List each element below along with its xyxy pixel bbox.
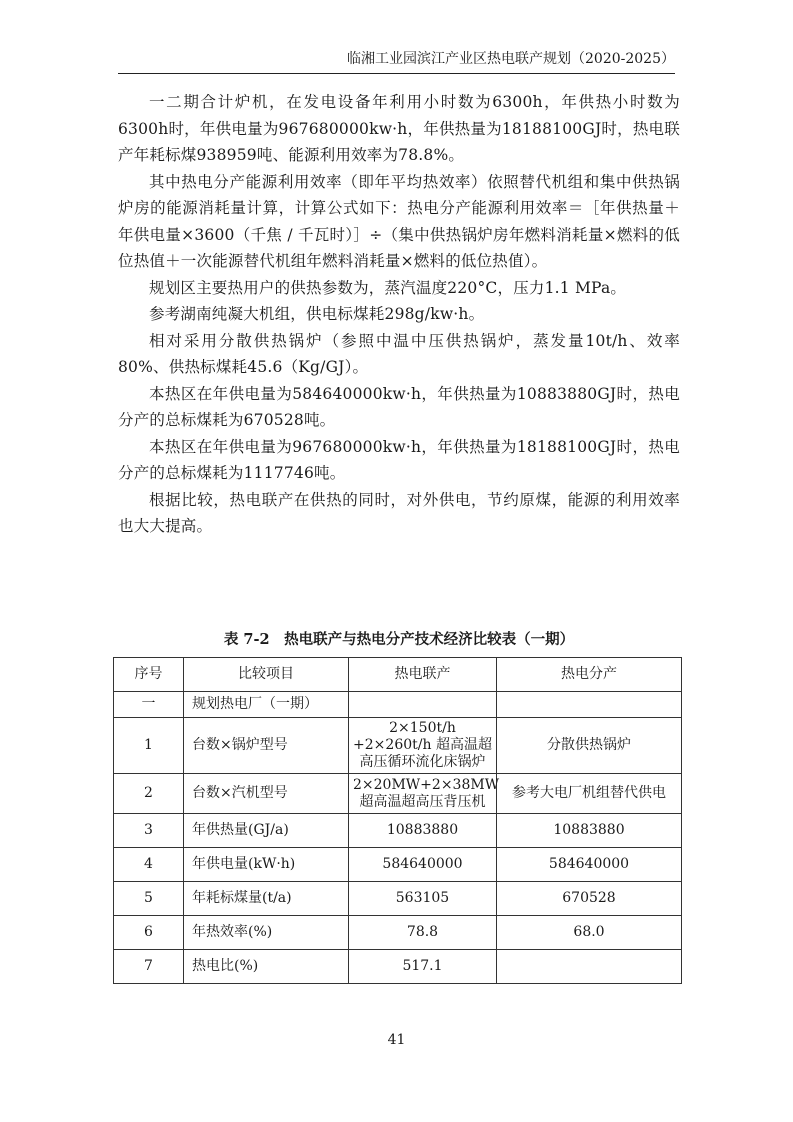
- paragraph: 参考湖南纯凝大机组，供电标煤耗298g/kw·h。: [149, 305, 485, 323]
- paragraph: 其中热电分产能源利用效率（即年平均热效率）依照替代机组和集中供热锅炉房的能源消耗量计算，计算公式如下：热电分产能源利用效率＝［年供热量＋年供电量×3600（千焦 / 千瓦时）］÷（集中供热锅炉房年燃料消耗量×燃料的低位热值＋一次能源替代机组年燃料消耗量×燃料的低位热值）。: [118, 172, 680, 270]
- table-row: [114, 916, 682, 950]
- table-cell: 10883880: [349, 814, 497, 848]
- paragraph: 相对采用分散供热锅炉（参照中温中压供热锅炉，蒸发量10t/h、效率80%、供热标煤耗45.6（Kg/GJ）。: [118, 331, 680, 376]
- page-header: [118, 49, 675, 74]
- table-cell: 1: [114, 718, 184, 774]
- table-cell: 10883880: [497, 814, 682, 848]
- page-number: 41: [387, 1032, 406, 1048]
- table-cell: 2: [114, 774, 184, 814]
- table-cell: 4: [114, 848, 184, 882]
- header-cell: 热电联产: [349, 658, 497, 692]
- table-row: [114, 950, 682, 984]
- table-header-row: [114, 658, 682, 692]
- comparison-table: [113, 657, 682, 984]
- table-cell: 热电比(%): [184, 950, 349, 984]
- paragraph: 本热区在年供电量为967680000kw·h，年供热量为18188100GJ时，热电分产的总标煤耗为1117746吨。: [118, 437, 680, 482]
- table-caption: 表 7-2 热电联产与热电分产技术经济比较表（一期）: [223, 631, 575, 648]
- header-cell: 序号: [114, 658, 184, 692]
- paragraph: 一二期合计炉机，在发电设备年利用小时数为6300h，年供热小时数为6300h时，年供电量为967680000kw·h，年供热量为18188100GJ时，热电联产年耗标煤938959吨、能源利用效率为78.8%。: [118, 93, 680, 164]
- table-cell: [497, 692, 682, 718]
- table-cell: [349, 692, 497, 718]
- table-cell: 年供热量(GJ/a): [184, 814, 349, 848]
- table-cell: 670528: [497, 882, 682, 916]
- table-cell: 一: [114, 692, 184, 718]
- table-cell: [497, 950, 682, 984]
- table-cell: 年耗标煤量(t/a): [184, 882, 349, 916]
- table-cell: 584640000: [349, 848, 497, 882]
- table-cell: 563105: [349, 882, 497, 916]
- header-title: 临湘工业园滨江产业区热电联产规划（2020-2025）: [347, 51, 675, 67]
- table-cell: 分散供热锅炉: [497, 718, 682, 774]
- table-cell: 规划热电厂（一期）: [184, 692, 349, 718]
- table-cell: 3: [114, 814, 184, 848]
- paragraph: 规划区主要热用户的供热参数为，蒸汽温度220°C，压力1.1 MPa。: [149, 278, 627, 297]
- table-cell: 台数×锅炉型号: [184, 718, 349, 774]
- paragraph: 本热区在年供电量为584640000kw·h，年供热量为10883880GJ时，热电分产的总标煤耗为670528吨。: [118, 384, 680, 429]
- table-cell: 2×150t/h +2×260t/h 超高温超高压循环流化床锅炉: [349, 718, 497, 774]
- header-cell: 比较项目: [184, 658, 349, 692]
- paragraph: 根据比较，热电联产在供热的同时，对外供电，节约原煤，能源的利用效率也大大提高。: [118, 490, 680, 535]
- table-row: [114, 774, 682, 814]
- table-cell: 68.0: [497, 916, 682, 950]
- table-row: [114, 692, 682, 718]
- table-cell: 584640000: [497, 848, 682, 882]
- table-cell: 台数×汽机型号: [184, 774, 349, 814]
- table-row: [114, 882, 682, 916]
- table-row: [114, 848, 682, 882]
- table-cell: 7: [114, 950, 184, 984]
- table-cell: 6: [114, 916, 184, 950]
- table-cell: 2×20MW+2×38MW 超高温超高压背压机: [349, 774, 497, 814]
- table-cell: 517.1: [349, 950, 497, 984]
- table-cell: 78.8: [349, 916, 497, 950]
- table-row: [114, 814, 682, 848]
- table-cell: 参考大电厂机组替代供电: [497, 774, 682, 814]
- table-cell: 年供电量(kW·h): [184, 848, 349, 882]
- body-text: [118, 89, 680, 540]
- table-cell: 5: [114, 882, 184, 916]
- header-cell: 热电分产: [497, 658, 682, 692]
- table-row: [114, 718, 682, 774]
- table-cell: 年热效率(%): [184, 916, 349, 950]
